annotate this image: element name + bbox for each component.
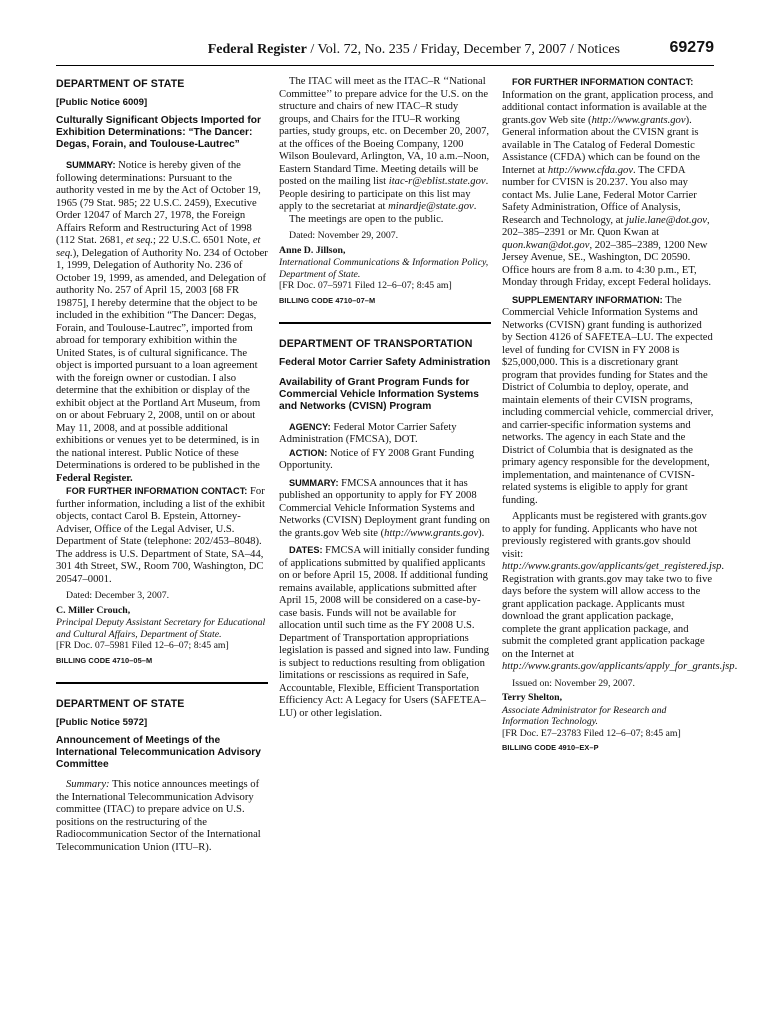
column-3 [502, 76, 738, 755]
signer-title: Associate Administrator for Research and Information Technology. [502, 704, 667, 728]
action-label: ACTION: [289, 447, 328, 458]
summary-text: ), Delegation of Authority No. 234 of October 1, 1999, Delegation of Authority No. 236 of October 19, 1999, as amended, and Delegation of authority No. 257 of April 15, 2003 [68 FR 19875], I hereby determine that the object to be included in the exhibition “The Dancer: Degas, Forain, and Toulouse-Lautrec”, imported from abroad for temporary exhibition within the United States, is of cultural significance. The object is imported pursuant to a loan agreement with the foreign owner or custodian. I also determine that the exhibition or display of the exhibit object at the Portland Art Museum, from on or about February 2, 2008, until on or about May 11, 2008, and at possible additional exhibitions or venues yet to be determined, is in the national interest. Public Notice of these Determinations is ordered to be published in the [56, 247, 268, 471]
meeting-text: The ITAC will meet as the ITAC–R ‘‘National Committee’’ to prepare advice for the U.S. on the structure and chairs of new ITAC–R study groups, and Chairs for the ITU–R working parties, study groups, etc. on December 20, 2007, at the offices of the Boeing Company, 1200 Wilson Boulevard, Arlington, VA, 10 a.m.–Noon, Eastern Standard Time. Meeting details will be posted on the mailing list [279, 76, 490, 187]
apply-link: http://www.grants.gov/applicants/apply_for_grants.jsp [502, 661, 735, 672]
summary-text: FMCSA announces that it has published an opportunity to apply for FY 2008 Commercial Vehicle Information Systems and Networks (CVISN) Deployment grant funding on the grants.gov Web site ( [279, 477, 490, 539]
contact-label: FOR FURTHER INFORMATION CONTACT: [66, 486, 248, 496]
signer-title: Principal Deputy Assistant Secretary for Educational and Cultural Affairs, Department of State. [56, 617, 266, 640]
signer-title: International Communications & Information Policy, Department of State. [279, 257, 489, 280]
registration-text: Applicants must be registered with grants.gov to apply for funding. Applicants who have not previously registered with grants.gov should visit: [502, 511, 707, 560]
contact-label: FOR FURTHER INFORMATION CONTACT: [512, 77, 694, 87]
contact-text: ). General information about the CVISN grant is available in The Catalog of Federal Domestic Assistance (CFDA) which can be found on the Internet at [502, 114, 701, 176]
notice-title: Culturally Significant Objects Imported for Exhibition Determinations: “The Dancer: Degas, Forain, and Toulouse-Lautrec” [56, 115, 261, 150]
agency-text: Federal Motor Carrier Safety Administration (FMCSA), DOT. [279, 421, 457, 446]
contact-text: Information on the grant, application process, and additional contact information is available at the grants.gov Web site ( [502, 89, 714, 126]
meeting-text: . People desiring to participate on this list may apply to the secretariat at [279, 176, 489, 212]
dates-label: DATES: [289, 545, 323, 556]
public-notice-number: [Public Notice 6009] [56, 96, 148, 108]
summary-text: ). [478, 527, 485, 539]
register-name: Federal Register [207, 42, 307, 57]
summary-text: This notice announces meetings of the International Telecommunication Advisory committee (ITAC) to prepare advice on U.S. positions on the restructuring of the Radiocommunication Sector of the International Telecommunication Union (ITU–R). [56, 779, 261, 853]
summary-bold: Federal Register. [56, 472, 133, 484]
quon-kwan-email: quon.kwan@dot.gov [502, 239, 590, 251]
volume-number: Vol. 72, No. 235 [317, 42, 410, 57]
section-divider [279, 322, 491, 324]
fr-doc-line: [FR Doc. 07–5971 Filed 12–6–07; 8:45 am] [279, 280, 452, 292]
billing-code: BILLING CODE 4910–EX–P [502, 743, 599, 753]
contact-text: For further information, including a list of the exhibit objects, contact Carol B. Epstein, Attorney-Adviser, Office of the Legal Adviser, U.S. Department of State (telephone: 202/453–8048). The address is U.S. Department of State, SA–44, 301 4th Street, SW., Room 700, Washington, DC 20547–0001. [56, 486, 265, 585]
fr-doc-line: [FR Doc. 07–5981 Filed 12–6–07; 8:45 am] [56, 640, 229, 652]
cfda-link: http://www.cfda.gov [547, 164, 634, 176]
registration-text: . Registration with grants.gov may take two to five days before the system will allow access to the grant application package. Applicants must download the grant application package, complete the grant application package, and submit the completed grant application package on the Internet at [502, 561, 725, 660]
agency-name: Federal Motor Carrier Safety Administration [279, 356, 491, 368]
action-paragraph [279, 447, 491, 473]
summary-paragraph [56, 159, 268, 485]
section-name: Notices [577, 42, 620, 57]
notice-title: Availability of Grant Program Funds for Commercial Vehicle Information Systems and Networks (CVISN) Program [279, 376, 479, 412]
dated-line: Dated: December 3, 2007. [66, 590, 170, 601]
contact-text: , 202–385–2391 or Mr. Quon Kwan at [502, 214, 710, 238]
column-2 [279, 76, 491, 720]
julie-lane-email: julie.lane@dot.gov [626, 214, 707, 226]
signer-name: Terry Shelton, [502, 692, 563, 704]
grants-gov-link: http://www.grants.gov [384, 527, 479, 539]
header-separator-2: / [409, 42, 421, 57]
mailing-list-email: itac-r@eblist.state.gov [388, 176, 486, 187]
agency-paragraph [279, 421, 491, 447]
section-divider [56, 682, 268, 684]
contact-paragraph [502, 76, 714, 290]
issue-date: Friday, December 7, 2007 [420, 42, 567, 57]
department-heading: DEPARTMENT OF STATE [56, 698, 185, 711]
header-separator-3: / [566, 42, 578, 57]
registration-paragraph [502, 511, 738, 674]
registration-text: . [734, 661, 738, 672]
summary-italic: et seq. [125, 235, 154, 246]
running-head [208, 38, 620, 62]
column-1 [56, 76, 268, 854]
summary-label: Summary: [66, 779, 110, 791]
department-heading: DEPARTMENT OF STATE [56, 78, 185, 90]
contact-text: . The CFDA number for CVISN is 20.237. You also may contact Ms. Julie Lane, Federal Motor Carrier Safety Administration, Office of Analysis, Research and Technology, at [502, 164, 697, 226]
open-meeting-line: The meetings are open to the public. [289, 213, 444, 225]
summary-paragraph [56, 779, 268, 854]
supplementary-label: SUPPLEMENTARY INFORMATION: [512, 294, 663, 305]
contact-text: , 202–385–2389, 1200 New Jersey Avenue, SE., Washington, DC 20590. Office hours are from 8 a.m. to 4:30 p.m., ET, Monday through Friday, except Federal holidays. [502, 239, 712, 288]
summary-paragraph [279, 477, 491, 541]
notice-title: Announcement of Meetings of the International Telecommunication Advisory Committee [56, 735, 261, 771]
registration-link: http://www.grants.gov/applicants/get_registered.jsp [502, 561, 722, 572]
public-notice-number: [Public Notice 5972] [56, 716, 148, 728]
agency-label: AGENCY: [289, 421, 331, 432]
page-header [56, 36, 714, 66]
billing-code: BILLING CODE 4710–07–M [279, 295, 376, 305]
signer-name: C. Miller Crouch, [56, 604, 131, 616]
contact-paragraph [56, 485, 268, 586]
secretariat-email: minardje@state.gov [388, 201, 474, 212]
action-text: Notice of FY 2008 Grant Funding Opportunity. [279, 447, 475, 472]
dated-line: Dated: November 29, 2007. [289, 230, 399, 241]
supplementary-paragraph [502, 294, 714, 508]
issued-line: Issued on: November 29, 2007. [512, 677, 635, 689]
billing-code: BILLING CODE 4710–05–M [56, 655, 153, 665]
header-separator-1: / [306, 42, 318, 57]
summary-label: SUMMARY: [66, 160, 116, 170]
summary-label: SUMMARY: [289, 477, 339, 488]
meeting-text: . [473, 201, 477, 212]
signer-name: Anne D. Jillson, [279, 244, 346, 256]
dates-text: FMCSA will initially consider funding of applications submitted by qualified applicants on or before April 15, 2008. If additional funding remains available, applications submitted after April 15, 2008 will be considered on a case-by-case basis. Funds will not be available for allocation until such time as the FY 2008 U.S. Department of Transportation appropriations legislation is passed and signed into law. Funding is subject to reductions resulting from obligation limitations or rescissions as required in Safe, Accountable, Flexible, Efficient Transportation Efficiency Act: A Legacy for Users (SAFETEA–LU) or other legislation. [279, 545, 490, 719]
grants-gov-link: http://www.grants.gov [591, 114, 686, 126]
fr-doc-line: [FR Doc. E7–23783 Filed 12–6–07; 8:45 am] [502, 727, 681, 739]
department-heading: DEPARTMENT OF TRANSPORTATION [279, 338, 473, 351]
summary-italic: et seq. [56, 235, 261, 259]
supplementary-text: The Commercial Vehicle Information Systems and Networks (CVISN) grant funding is authorized by Section 4126 of SAFETEA–LU. The expected level of funding for CVISN in FY 2008 is $25,000,000. This is a discretionary grant program that provides funding for States and the District of Columbia to deploy, operate, and maintain elements of their CVISN programs, including commercial vehicle, commercial driver, and carrier-specific information systems and networks. The agency in each State and the District of Columbia that is designated as the primary agency responsible for the development, implementation, and maintenance of CVISN-related systems is eligible to apply for grant funding. [502, 294, 714, 506]
page-number: 69279 [669, 39, 714, 56]
summary-text: Notice is hereby given of the following determinations: Pursuant to the authority vested in me by the Act of October 19, 1965 (79 Stat. 985; 22 U.S.C. 2459), Executive Order 12047 of March 27, 1978, the Foreign Affairs Reform and Restructuring Act of 1998 (112 Stat. 2681, [56, 160, 261, 246]
dates-paragraph [279, 544, 491, 720]
summary-text: ; 22 U.S.C. 6501 Note, [153, 235, 251, 246]
meeting-paragraph [279, 76, 491, 214]
